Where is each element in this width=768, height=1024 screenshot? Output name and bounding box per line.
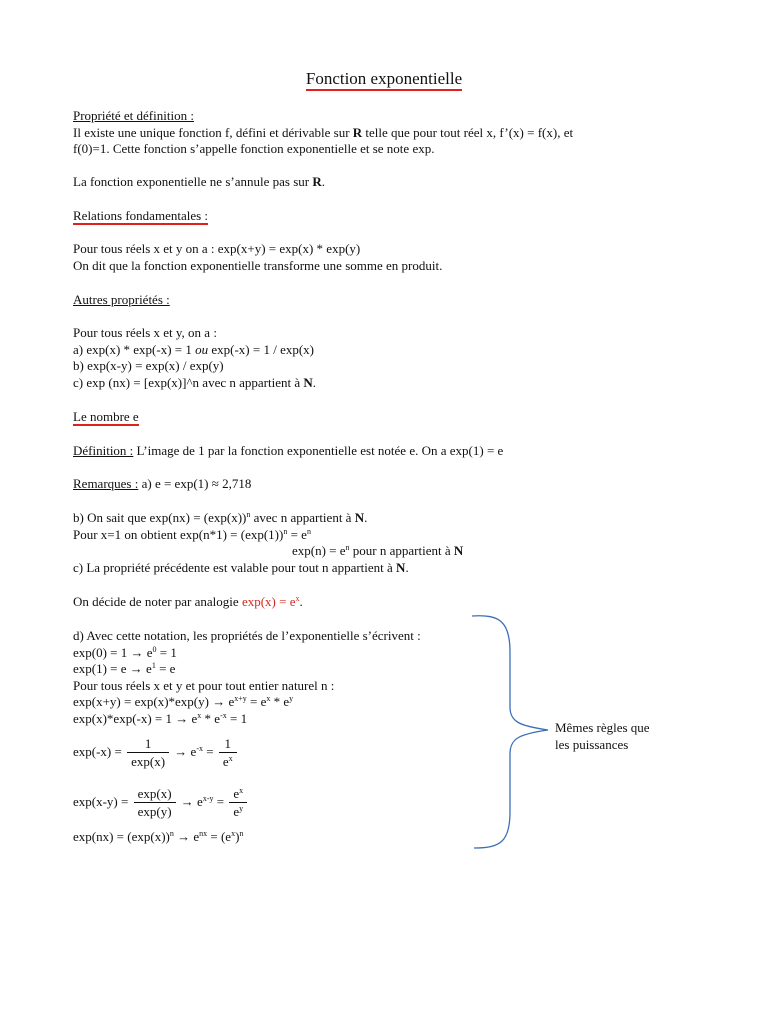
section-nombre-e xyxy=(73,409,673,426)
heading-relations-fondamentales: Relations fondamentales : xyxy=(73,208,209,223)
property-b: b) exp(x-y) = exp(x) / exp(y) xyxy=(73,358,224,374)
notation-highlight: $\exp(x) = e^x$ xyxy=(241,594,300,609)
relation-text: Pour tous réels x et y on a : exp(x+y) = exp(x) * exp(y) On dit que la fonction exponentielle transforme une somme en produit. xyxy=(73,241,443,273)
heading-propriete-definition: Propriété et définition : xyxy=(73,108,194,123)
section-relations-fondamentales xyxy=(73,208,673,225)
section-propriete-definition xyxy=(73,108,673,158)
fraction-line-exp-minus-x: exp(-x) = $\frac{1}{\exp(x)}$ → $e^{-x}$ = $\frac{1}{e^x}$ xyxy=(73,736,239,770)
property-c: c) exp (nx) = [exp(x)]^n avec n appartient à N. xyxy=(73,374,316,390)
notation-properties: d) Avec cette notation, les propriétés de l’exponentielle s’écrivent : $\exp(0) = 1 \to e^0 = 1$ $\exp(1) = e \to e^1 = e$ Pour tous réels x et y et pour tout entier naturel n : $\exp(x+y) = \exp(x)*\exp(y) \to e^{x+y} = e^x * e^y$ $\exp(x)*\exp(-x) = 1 \to e^x * e^{-x} = 1$ xyxy=(73,628,421,726)
heading-nombre-e: Le nombre e xyxy=(73,409,139,424)
non-zero-statement: La fonction exponentielle ne s’annule pas sur R. xyxy=(73,174,325,189)
property-a: a) exp(x) * exp(-x) = 1 ou exp(-x) = 1 / exp(x) xyxy=(73,341,315,357)
fraction-line-exp-x-minus-y: exp(x-y) = $\frac{\exp(x)}{\exp(y)}$ → $e^{x-y}$ = $\frac{e^x}{e^y}$ xyxy=(73,786,249,820)
section-autres-proprietes xyxy=(73,292,673,309)
curly-brace-icon xyxy=(470,612,550,852)
autres-proprietes-list: Pour tous réels x et y, on a : a) exp(x) * exp(-x) = 1 ou exp(-x) = 1 / exp(x) b) exp(x-y) = exp(x) / exp(y) c) exp (nx) = [exp(x)]^n avec n appartient à N. xyxy=(73,325,673,391)
fraction-1-over-expx: $\frac{1}{\exp(x)}$ xyxy=(127,736,169,770)
definition-e: Définition : L’image de 1 par la fonction exponentielle est notée e. On a exp(1) = e xyxy=(73,443,504,458)
remarque-b: b) On sait que $\exp(nx) = (\exp(x))^n$ avec n appartient à N. Pour x=1 on obtient $\exp(n*1) = (\exp(1))^n = e^n$ $\exp(n) = e^n$ pour n appartient à N c) La propriété précédente est valable pour tout n appartient à N. xyxy=(73,510,464,575)
remarques: Remarques : a) e = exp(1) ≈ 2,718 xyxy=(73,476,252,491)
exp-nx-line: $\exp(nx) = (\exp(x))^n \to e^{nx} = (e^x)^n$ xyxy=(73,829,244,844)
heading-autres-proprietes: Autres propriétés : xyxy=(73,292,170,307)
analogie: On décide de noter par analogie $\exp(x) = e^x$. xyxy=(73,594,303,609)
document-title: Fonction exponentielle xyxy=(0,68,768,90)
fraction-expx-over-expy: $\frac{\exp(x)}{\exp(y)}$ xyxy=(134,786,176,820)
definition-line-2: f(0)=1. Cette fonction s’appelle fonction exponentielle et se note exp. xyxy=(73,141,435,157)
side-note: Mêmes règles que les puissances xyxy=(555,720,650,752)
fraction-ex-over-ey: $\frac{e^x}{e^y}$ xyxy=(229,786,247,820)
fraction-1-over-ex: $\frac{1}{e^x}$ xyxy=(219,736,237,770)
definition-line-1: Il existe une unique fonction f, défini et dérivable sur R telle que pour tout réel x, f’(x) = f(x), et xyxy=(73,124,574,140)
